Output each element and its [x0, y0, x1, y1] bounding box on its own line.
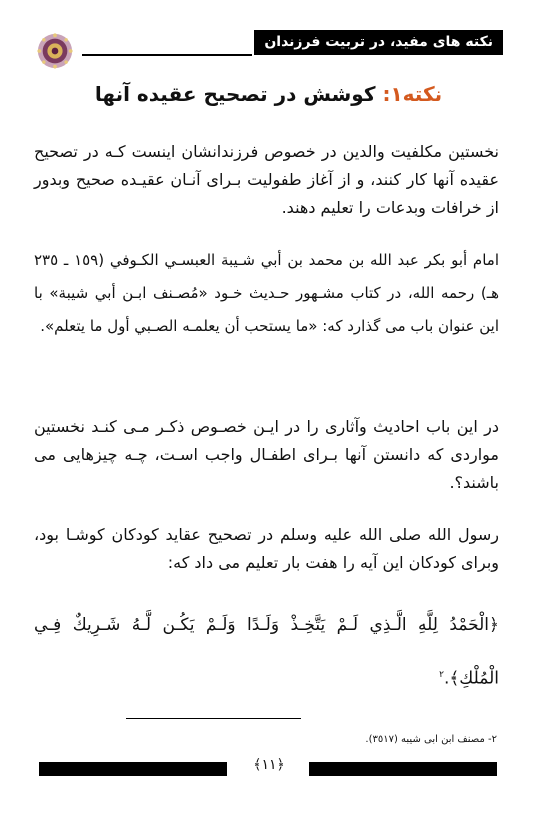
- paragraph-1: نخستین مکلفیت والدین در خصوص فرزندانشان اینست کـه در تصحیح عقیده آنها کار کنند، و از آغاز طفولیت بـرای آنـان عقیـده صحیح وبدور از خرافات وبدعات را تعلیم دهند.: [34, 142, 499, 217]
- footer-bar-left: [39, 762, 227, 776]
- footer-bar-right: [309, 762, 497, 776]
- page-number: ﴿١١﴾: [253, 757, 285, 773]
- section-heading: [40, 82, 497, 106]
- footnote: ٢- مصنف ابن ابی شیبه (٣٥١٧).: [365, 734, 497, 745]
- section-title: کوشش در تصحیح عقیده آنها: [94, 82, 376, 106]
- section-number: نکته۱:: [382, 82, 443, 106]
- paragraph-2: امام أبو بكر عبد الله بن محمد بن أبي شـيبة العبسـي الكـوفي (١٥٩ ـ ٢٣٥ هـ) رحمه الله، در کتاب مشـهور حـدیث خـود «مُصـنف ابـن أبي شيبة» با این عنوان باب می گذارد که: «ما يستحب أن يعلمـه الصـبي أول ما يتعلم».: [34, 251, 499, 335]
- ornament-rosette-icon: [36, 32, 74, 70]
- quran-verse: [34, 600, 499, 704]
- footnote-rule: [126, 718, 301, 719]
- paragraph-3: در این باب احادیث وآثاری را در ایـن خصـوص ذکـر مـی کنـد نخستین مواردی که دانستن آنها بـرای اطفـال واجب اسـت، چـه چیزهایی می باشند؟.: [34, 417, 499, 492]
- header-rule: [82, 54, 252, 56]
- paragraph-4: رسول الله صلى الله عليه وسلم در تصحیح عقاید کودکان کوشـا بود، وبرای کودکان این آیه را هفت بار تعلیم می داد که:: [34, 525, 499, 572]
- verse-text: ﴿الْحَمْدُ لِلَّهِ الَّـذِي لَـمْ يَتَّخِـذْ وَلَـدًا وَلَـمْ يَكُـن لَّـهُ شَـرِيكٌ فِـي الْمُلْكِ﴾.: [34, 615, 499, 689]
- footnote-marker: ٢: [439, 670, 444, 680]
- running-header: نکته های مفید، در تربیت فرزندان: [254, 30, 503, 55]
